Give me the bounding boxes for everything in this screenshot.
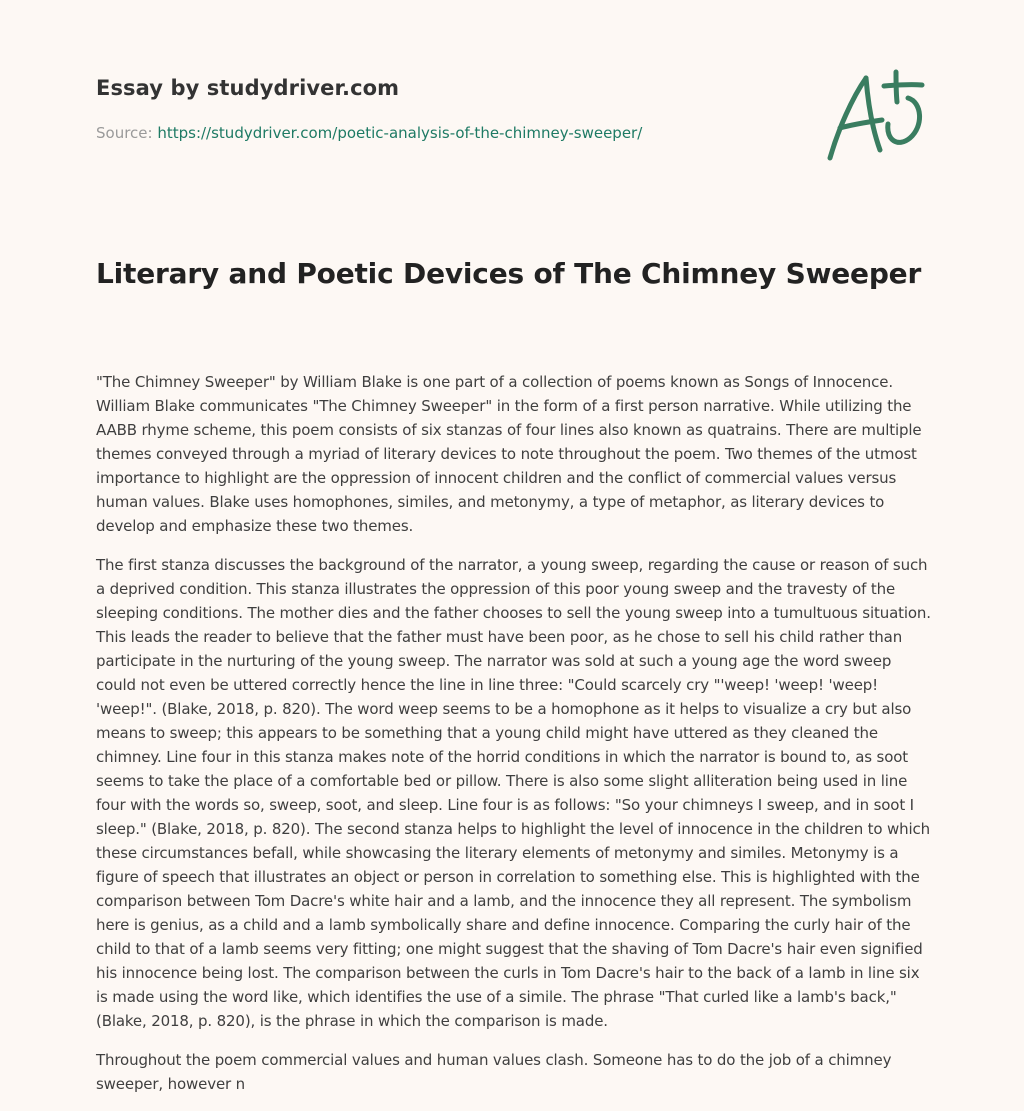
source-link[interactable]: https://studydriver.com/poetic-analysis-of-the-chimney-sweeper/ xyxy=(157,124,643,142)
brand-name: Essay by studydriver.com xyxy=(96,76,400,100)
source-label: Source: xyxy=(96,124,158,142)
a-plus-logo-icon xyxy=(822,68,928,164)
essay-body xyxy=(96,370,934,1111)
paragraph: Throughout the poem commercial values and human values clash. Someone has to do the job of a chimney sweeper, however n xyxy=(96,1051,892,1093)
page-header xyxy=(96,76,796,142)
source-line xyxy=(96,124,642,142)
paragraph: "The Chimney Sweeper" by William Blake is one part of a collection of poems known as Songs of Innocence. William Blake communicates "The Chimney Sweeper" in the form of a first person narrative. While utilizing the AABB rhyme scheme, this poem consists of six stanzas of four lines also known as quatrains. There are multiple themes conveyed through a myriad of literary devices to note throughout the poem. Two themes of the utmost importance to highlight are the oppression of innocent children and the conflict of commercial values versus human values. Blake uses homophones, similes, and metonymy, a type of metaphor, as literary devices to develop and emphasize these two themes. xyxy=(96,373,922,535)
paragraph: The first stanza discusses the background of the narrator, a young sweep, regarding the cause or reason of such a deprived condition. This stanza illustrates the oppression of this poor young sweep and the travesty of the sleeping conditions. The mother dies and the father chooses to sell the young sweep into a tumultuous situation. This leads the reader to believe that the father must have been poor, as he chose to sell his child rather than participate in the nurturing of the young sweep. The narrator was sold at such a young age the word sweep could not even be uttered correctly hence the line in line three: "Could scarcely cry "'weep! 'weep! 'weep! 'weep!". (Blake, 2018, p. 820). The word weep seems to be a homophone as it helps to visualize a cry but also means to sweep; this appears to be something that a young child might have uttered as they cleaned the chimney. Line four in this stanza makes note of the horrid conditions in which the narrator is bound to, as soot seems to take the place of a comfortable bed or pillow. There is also some slight alliteration being used in line four with the words so, sweep, soot, and sleep. Line four is as follows: "So your chimneys I sweep, and in soot I sleep." (Blake, 2018, p. 820). The second stanza helps to highlight the level of innocence in the children to which these circumstances befall, while showcasing the literary elements of metonymy and similes. Metonymy is a figure of speech that illustrates an object or person in correlation to something else. This is highlighted with the comparison between Tom Dacre's white hair and a lamb, and the innocence they all represent. The symbolism here is genius, as a child and a lamb symbolically share and define innocence. Comparing the curly hair of the child to that of a lamb seems very fitting; one might suggest that the shaving of Tom Dacre's hair even signified his innocence being lost. The comparison between the curls in Tom Dacre's hair to the back of a lamb in line six is made using the word like, which identifies the use of a simile. The phrase "That curled like a lamb's back,"(Blake, 2018, p. 820), is the phrase in which the comparison is made. xyxy=(96,556,931,1030)
essay-title: Literary and Poetic Devices of The Chimney Sweeper xyxy=(96,257,922,290)
